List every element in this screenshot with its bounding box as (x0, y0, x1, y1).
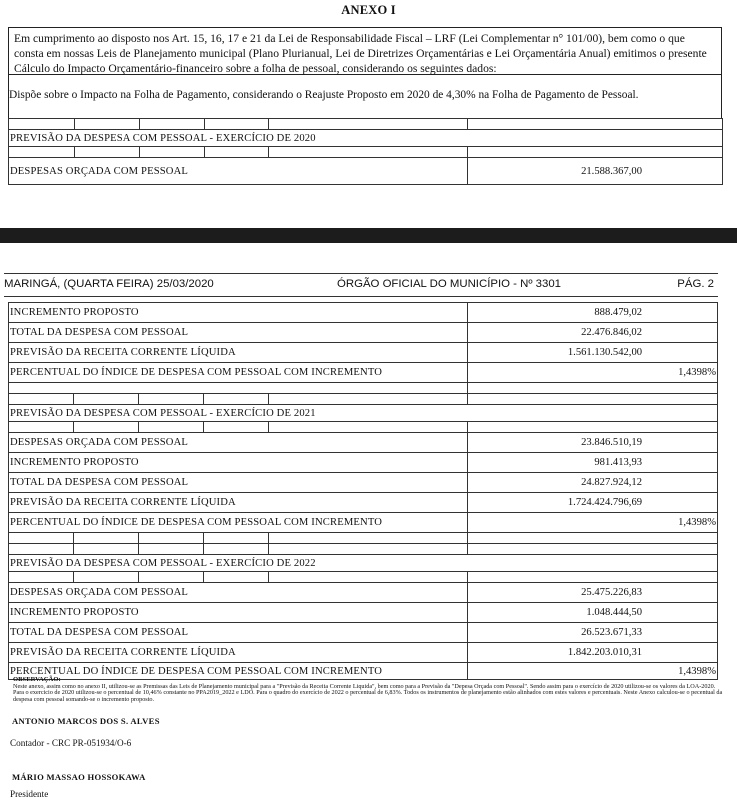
row-label: PERCENTUAL DO ÍNDICE DE DESPESA COM PESSOAL COM INCREMENTO (9, 663, 468, 680)
observation-text: Neste anexo, assim como no anexo II, utilizou-se as Premissas das Leis de Planejamento municipal para a "Previsão da Receita Corrente Liquida", bem como para a Previsão da "Depesa Orçada com Pessoal". Sendo assim para o exercício de 2020 utilizou-se os valores da LOA-2020. Para o exercicio de 2020 utilizou-se o percentual de 10,46% constante no PPA2019_2022 e LDO. Para o quadro do exercício de 2022 o percentual de 6,83%. Todos os instrumentos de planejamento estão alinhados com estes valores e percentuais. Neste Anexo calculou-se o pecentual da despesa com pessoal somando-se o incremento proposto. (13, 682, 723, 703)
row-value: 25.475.226,83 (468, 583, 718, 603)
row-value: 1.724.424.796,69 (468, 493, 718, 513)
table-row (9, 513, 718, 533)
row-label: PERCENTUAL DO ÍNDICE DE DESPESA COM PESSOAL COM INCREMENTO (9, 513, 468, 533)
table-row (9, 583, 718, 603)
dispoe-text: Dispõe sobre o Impacto na Folha de Pagamento, considerando o Reajuste Proposto em 2020 de 4,30% na Folha de Pagamento de Pessoal. (9, 89, 639, 101)
row-value: 1.048.444,50 (468, 603, 718, 623)
observation-note (13, 677, 725, 703)
table-row (9, 473, 718, 493)
row-label: PREVISÃO DA RECEITA CORRENTE LÍQUIDA (9, 643, 468, 663)
row-value: 1.842.203.010,31 (468, 643, 718, 663)
row-value: 24.827.924,12 (468, 473, 718, 493)
row-value: 1,4398% (468, 513, 718, 533)
table-row (9, 493, 718, 513)
signature-role-accountant: Contador - CRC PR-051934/O-6 (10, 738, 132, 748)
table-row (9, 323, 718, 343)
section-heading-2022: PREVISÃO DA DESPESA COM PESSOAL - EXERCÍCIO DE 2022 (9, 555, 718, 572)
table-row (9, 603, 718, 623)
table-main (8, 302, 718, 680)
annex-title: ANEXO I (341, 3, 396, 17)
row-label: INCREMENTO PROPOSTO (9, 453, 468, 473)
table-row (9, 623, 718, 643)
row-value: 21.588.367,00 (468, 158, 723, 185)
page-header (4, 273, 718, 297)
dispoe-box (8, 75, 722, 118)
row-label: TOTAL DA DESPESA COM PESSOAL (9, 623, 468, 643)
row-label: DESPESAS ORÇADA COM PESSOAL (9, 433, 468, 453)
table-row (9, 158, 723, 185)
row-label: PERCENTUAL DO ÍNDICE DE DESPESA COM PESSOAL COM INCREMENTO (9, 363, 468, 383)
row-value: 1,4398% (468, 663, 718, 680)
row-label: DESPESAS ORÇADA COM PESSOAL (9, 583, 468, 603)
row-label: INCREMENTO PROPOSTO (9, 603, 468, 623)
row-value: 981.413,93 (468, 453, 718, 473)
table-row (9, 643, 718, 663)
section-heading-2020: PREVISÃO DA DESPESA COM PESSOAL - EXERCÍCIO DE 2020 (9, 130, 723, 147)
page-separator-band (0, 228, 737, 243)
row-label: DESPESAS ORÇADA COM PESSOAL (9, 158, 468, 185)
signature-name-accountant: ANTONIO MARCOS DOS S. ALVES (12, 716, 160, 726)
row-value: 26.523.671,33 (468, 623, 718, 643)
row-value: 1,4398% (468, 363, 718, 383)
row-label: INCREMENTO PROPOSTO (9, 303, 468, 323)
row-value: 23.846.510,19 (468, 433, 718, 453)
table-2020-top (8, 118, 723, 185)
table-row (9, 343, 718, 363)
header-page-number: PÁG. 2 (677, 278, 714, 290)
row-value: 22.476.846,02 (468, 323, 718, 343)
row-label: PREVISÃO DA RECEITA CORRENTE LÍQUIDA (9, 493, 468, 513)
table-row (9, 433, 718, 453)
header-date: MARINGÁ, (QUARTA FEIRA) 25/03/2020 (4, 278, 214, 290)
intro-paragraph: Em cumprimento ao disposto nos Art. 15, 16, 17 e 21 da Lei de Responsabilidade Fiscal – LRF (Lei Complementar n° 101/00), bem como o que consta em nossas Leis de Planejamento municipal (Plano Plurianual, Lei de Diretrizes Orçamentárias e Lei Orçamentária Anual) emitimos o presente Cálculo do Impacto Orçamentário-financeiro sobre a folha de pessoal, considerando os seguintes dados: (8, 27, 722, 75)
table-row (9, 453, 718, 473)
row-label: TOTAL DA DESPESA COM PESSOAL (9, 473, 468, 493)
header-gazette-title: ÓRGÃO OFICIAL DO MUNICÍPIO - Nº 3301 (337, 278, 561, 290)
row-label: TOTAL DA DESPESA COM PESSOAL (9, 323, 468, 343)
table-row (9, 303, 718, 323)
signature-role-president: Presidente (10, 789, 49, 799)
row-label: PREVISÃO DA RECEITA CORRENTE LÍQUIDA (9, 343, 468, 363)
signature-name-president: MÁRIO MASSAO HOSSOKAWA (12, 772, 146, 782)
observation-title: OBSERVAÇÃO: (13, 676, 61, 683)
row-value: 1.561.130.542,00 (468, 343, 718, 363)
row-value: 888.479,02 (468, 303, 718, 323)
section-heading-2021: PREVISÃO DA DESPESA COM PESSOAL - EXERCÍCIO DE 2021 (9, 405, 718, 422)
table-row (9, 363, 718, 383)
